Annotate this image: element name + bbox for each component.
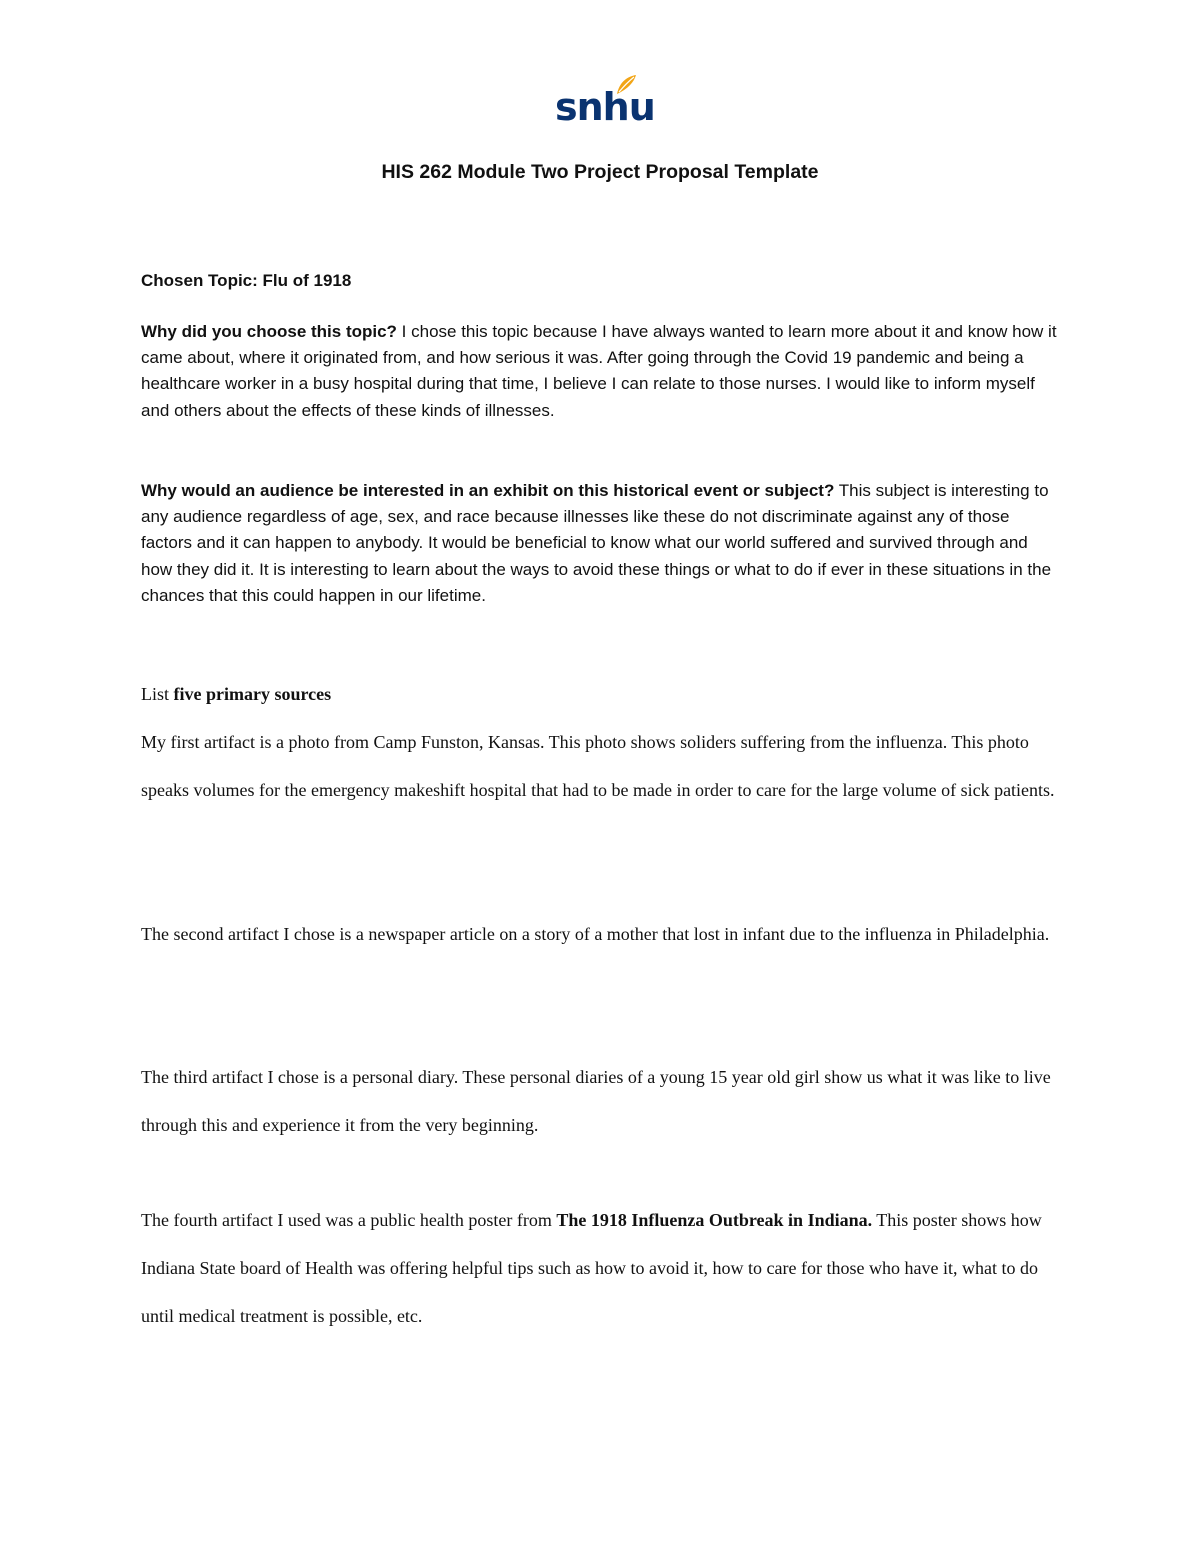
artifact-1-paragraph: My first artifact is a photo from Camp Funston, Kansas. This photo shows soliders suffering from the influenza. This photo speaks volumes for the emergency makeshift hospital that had to be made in order to care for the large volume of sick patients. — [141, 732, 1055, 800]
sources-heading — [141, 684, 1061, 705]
question-1-paragraph — [141, 319, 1061, 424]
artifact-4-paragraph — [141, 1196, 1061, 1340]
chosen-topic: Chosen Topic: Flu of 1918 — [141, 271, 352, 290]
artifact-2-paragraph: The second artifact I chose is a newspaper article on a story of a mother that lost in infant due to the influenza in Philadelphia. — [141, 924, 1050, 944]
question-2-paragraph — [141, 478, 1061, 609]
question-1-answer: I chose this topic because I have always wanted to learn more about it and know how it came about, where it originated from, and how serious it was. After going through the Covid 19 pandemic and being a healthcare worker in a busy hospital during that time, I believe I can relate to those nurses. I would like to inform myself and others about the effects of these kinds of illnesses. — [141, 322, 1057, 420]
artifact-4-source-title: The 1918 Influenza Outbreak in Indiana. — [556, 1210, 873, 1230]
question-2-answer: This subject is interesting to any audience regardless of age, sex, and race because illnesses like these do not discriminate against any of those factors and it can happen to anybody. It would be beneficial to know what our world suffered and survived through and how they did it. It is interesting to learn about the ways to avoid these things or what to do if ever in these situations in the chances that this could happen in our lifetime. — [141, 481, 1052, 605]
question-2-label: Why would an audience be interested in an exhibit on this historical event or subject? — [141, 481, 835, 500]
leaf-icon — [615, 74, 637, 96]
logo-wordmark: snhu — [555, 85, 655, 129]
snhu-logo — [555, 74, 655, 134]
artifact-3-paragraph: The third artifact I chose is a personal diary. These personal diaries of a young 15 year old girl show us what it was like to live through this and experience it from the very beginning. — [141, 1067, 1051, 1135]
artifact-4-before: The fourth artifact I used was a public health poster from — [141, 1210, 557, 1230]
question-1-label: Why did you choose this topic? — [141, 322, 397, 341]
sources-heading-bold: five primary sources — [173, 684, 332, 704]
sources-heading-prefix: List — [141, 684, 174, 704]
document-title: HIS 262 Module Two Project Proposal Template — [381, 161, 819, 183]
artifact-4-after: This poster shows how Indiana State board of Health was offering helpful tips such as how to avoid it, how to care for those who have it, what to do until medical treatment is possible, etc. — [141, 1210, 1042, 1326]
